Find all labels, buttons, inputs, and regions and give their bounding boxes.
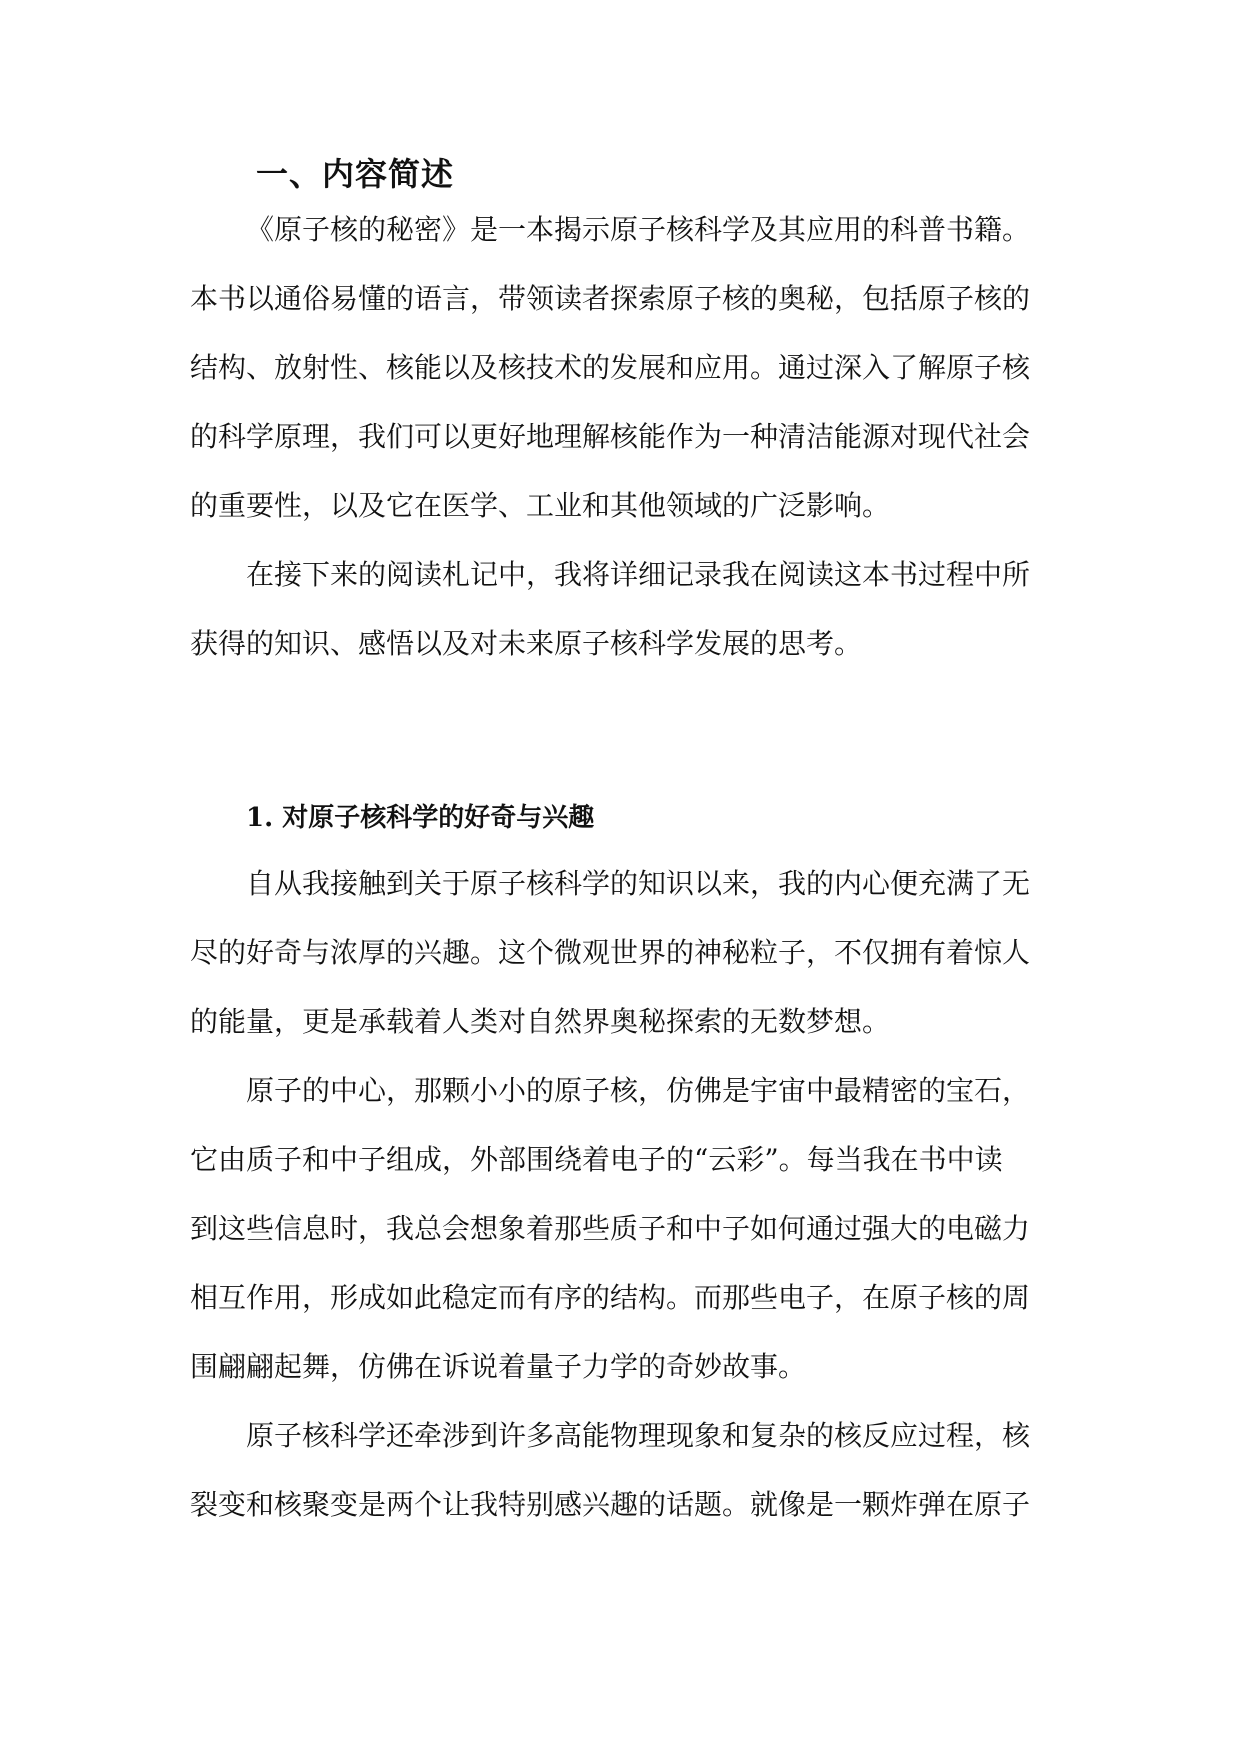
paragraph-line: 围翩翩起舞，仿佛在诉说着量子力学的奇妙故事。 bbox=[190, 1350, 807, 1383]
paragraph-line: 《原子核的秘密》是一本揭示原子核科学及其应用的科普书籍。 bbox=[246, 213, 1031, 246]
paragraph-line: 结构、放射性、核能以及核技术的发展和应用。通过深入了解原子核 bbox=[190, 351, 1031, 384]
paragraph-line: 它由质子和中子组成，外部围绕着电子的“云彩”。每当我在书中读 bbox=[190, 1143, 1003, 1176]
paragraph-line: 相互作用，形成如此稳定而有序的结构。而那些电子，在原子核的周 bbox=[190, 1281, 1031, 1314]
paragraph-line: 的能量，更是承载着人类对自然界奥秘探索的无数梦想。 bbox=[190, 1005, 891, 1038]
paragraph-line: 到这些信息时，我总会想象着那些质子和中子如何通过强大的电磁力 bbox=[190, 1212, 1031, 1245]
paragraph-line: 的重要性，以及它在医学、工业和其他领域的广泛影响。 bbox=[190, 489, 891, 522]
paragraph-line: 自从我接触到关于原子核科学的知识以来，我的内心便充满了无 bbox=[246, 867, 1031, 900]
paragraph-line: 原子的中心，那颗小小的原子核，仿佛是宇宙中最精密的宝石， bbox=[246, 1074, 1031, 1107]
paragraph-line: 尽的好奇与浓厚的兴趣。这个微观世界的神秘粒子，不仅拥有着惊人 bbox=[190, 936, 1031, 969]
paragraph-line: 在接下来的阅读札记中，我将详细记录我在阅读这本书过程中所 bbox=[246, 558, 1031, 591]
paragraph-line: 原子核科学还牵涉到许多高能物理现象和复杂的核反应过程，核 bbox=[246, 1419, 1031, 1452]
paragraph-line: 裂变和核聚变是两个让我特别感兴趣的话题。就像是一颗炸弹在原子 bbox=[190, 1488, 1031, 1521]
paragraph-line: 获得的知识、感悟以及对未来原子核科学发展的思考。 bbox=[190, 627, 863, 660]
paragraph-line: 本书以通俗易懂的语言，带领读者探索原子核的奥秘，包括原子核的 bbox=[190, 282, 1031, 315]
paragraph-line: 的科学原理，我们可以更好地理解核能作为一种清洁能源对现代社会 bbox=[190, 420, 1031, 453]
subsection-heading: 1. 对原子核科学的好奇与兴趣 bbox=[246, 803, 595, 833]
section-heading: 一、内容简述 bbox=[256, 155, 455, 193]
